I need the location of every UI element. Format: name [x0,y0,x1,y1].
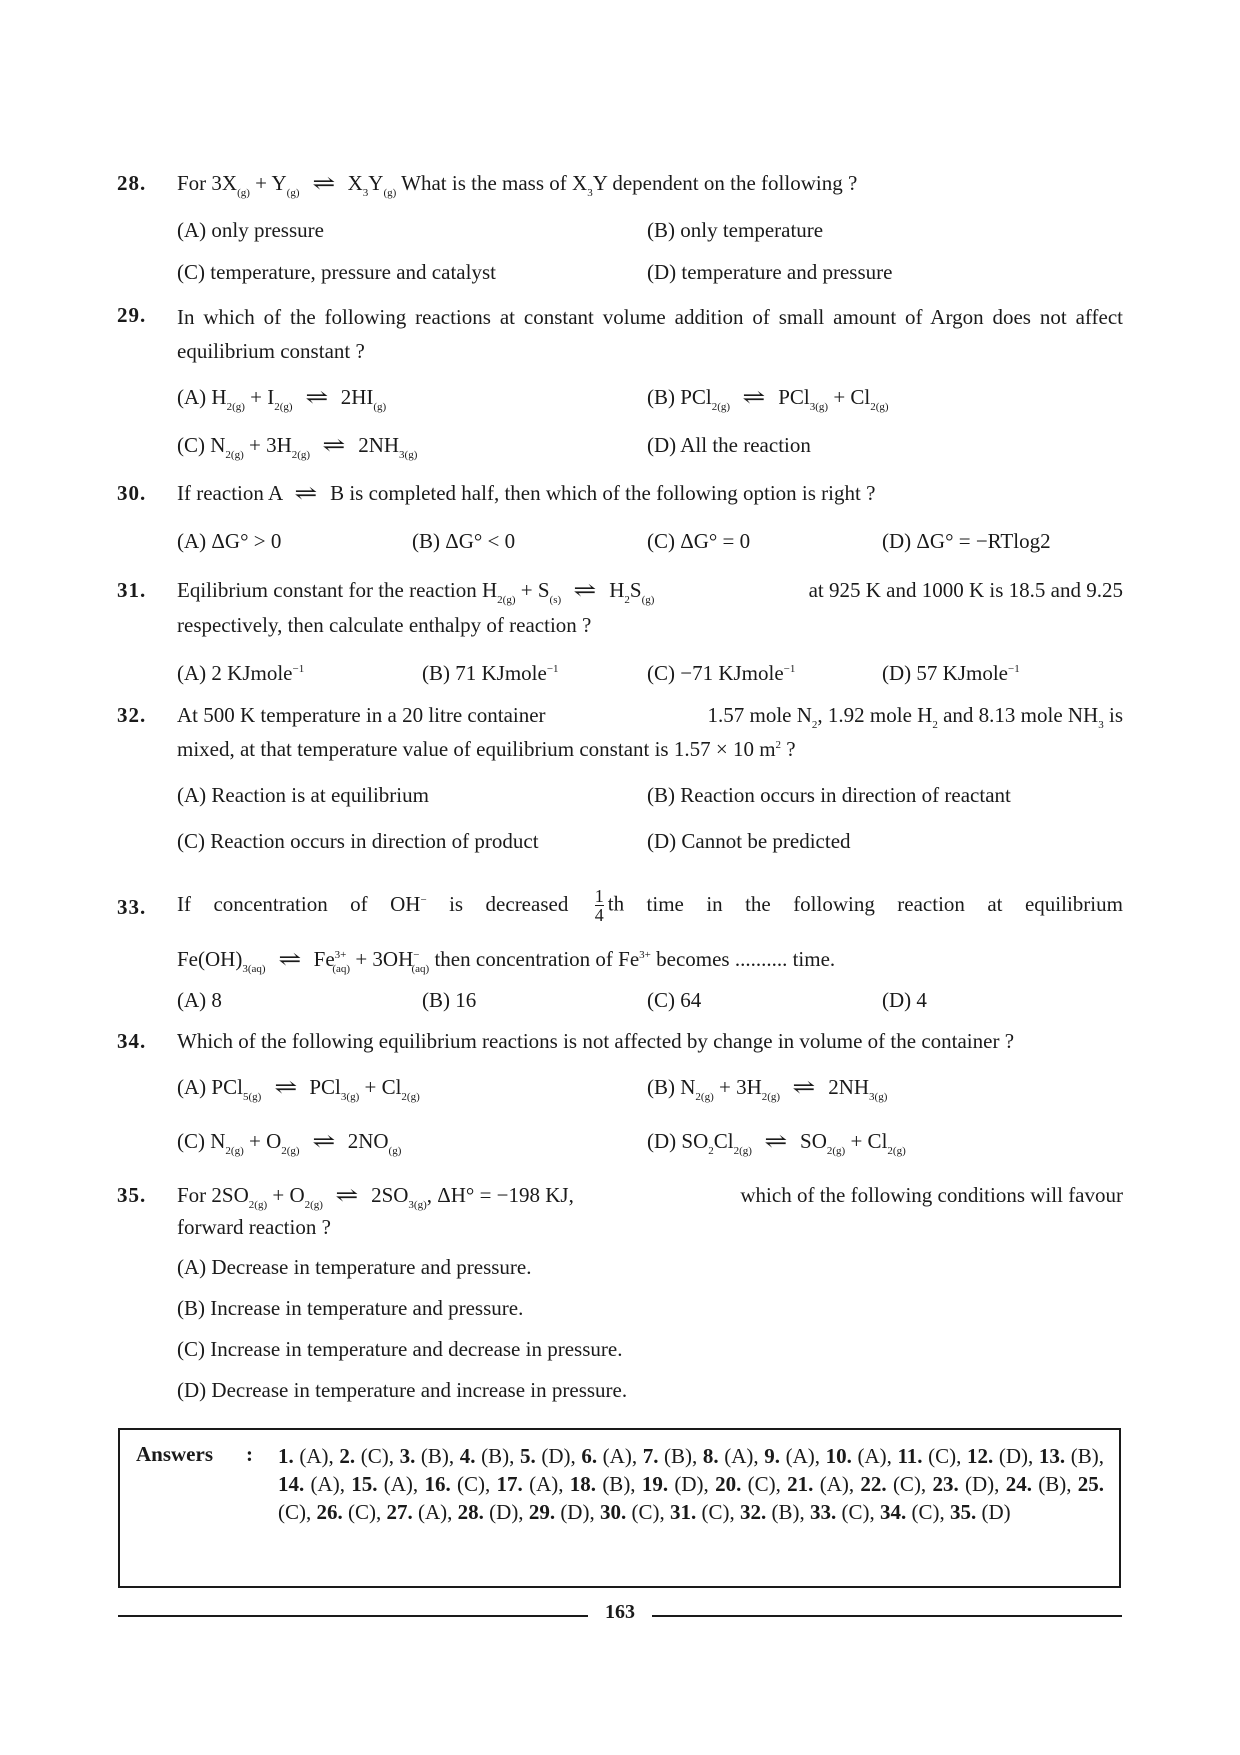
option-a: (A) 8 [177,988,222,1012]
option-d: (D) temperature and pressure [647,260,893,284]
option-b: (B) only temperature [647,218,824,242]
answer-item: 14. (A), [278,1472,352,1496]
question-text-line-2: forward reaction ? [177,1215,331,1239]
answer-item: 8. (A), [702,1444,765,1468]
page-number: 163 [605,1601,635,1623]
option-a: (A) PCl$_{5(g)}$ ⇌ $PCl_{3(g)} + Cl_{2(g)}$ [177,1075,420,1103]
answer-item: 11. (C), [897,1444,968,1468]
question-number: 34. [117,1029,147,1053]
option-d: (D) $SO_2Cl_{2(g)}$ ⇌ $SO_{2(g)} + Cl_{2(g)}$ [647,1129,906,1157]
answer-item: 27. (A), [386,1500,458,1524]
question-number: 35. [117,1183,147,1207]
fraction-one-fourth: $\frac{1}{4}$ [594,885,604,925]
question-number: 31. [117,578,147,602]
question-text: If reaction A ⇌ B is completed half, then which of the following option is right ? [177,481,876,505]
option-a: (A) Reaction is at equilibrium [177,783,429,807]
option-b: (B) PCl$_{2(g)}$ ⇌ $PCl_{3(g)} + Cl_{2(g)}$ [647,385,889,413]
option-c: (C) ΔG° = 0 [647,529,751,553]
answer-item: 17. (A), [496,1472,570,1496]
answer-item: 16. (C), [424,1472,497,1496]
answer-item: 33. (C), [809,1500,880,1524]
option-b: (B) 71 KJmole$^{-1}$ [422,661,559,685]
question-text-line-1: Eqilibrium constant for the reaction $H_{2(g)} + S_{(s)}$ ⇌ $H_2S_{(g)}$ at 925 K and 1000 K is 18.5 and 9.25 [177,578,1123,606]
option-d: (D) Cannot be predicted [647,829,851,853]
option-d: (D) Decrease in temperature and increase in pressure. [177,1378,628,1402]
answer-item: 10. (A), [825,1444,898,1468]
answer-item: 12. (D), [967,1444,1039,1468]
question-text: Which of the following equilibrium reactions is not affected by change in volume of the container ? [177,1029,1015,1053]
answer-item: 22. (C), [860,1472,933,1496]
question-text-line-2: mixed, at that temperature value of equilibrium constant is 1.57 × 10 $m^2$ ? [177,737,796,761]
question-number: 28. [117,171,147,195]
answer-item: 15. (A), [351,1472,425,1496]
option-d: (D) All the reaction [647,433,811,457]
option-a: (A) ΔG° > 0 [177,529,282,553]
option-d: (D) ΔG° = −RTlog2 [882,529,1051,553]
question-number: 30. [117,481,147,505]
answer-item: 7. (B), [642,1444,703,1468]
answers-list [278,1442,1104,1526]
option-c: (C) $N_{2(g)} + O_{2(g)}$ ⇌ $2NO_{(g)}$ [177,1129,402,1157]
answers-colon: : [246,1442,253,1466]
answers-label: Answers [136,1442,213,1466]
option-b: (B) ΔG° < 0 [412,529,516,553]
question-text-line-1: If concentration of OH− is decreased $\frac{1}{4}$ th time in the following reaction at equilibrium [177,885,1123,925]
answer-item: 2. (C), [339,1444,400,1468]
answer-item: 35. (D) [949,1500,1011,1524]
question-text: For $3X_{(g)} + Y_{(g)}$ ⇌ $X_3Y_{(g)}$ What is the mass of $X_3Y$ dependent on the following ? [177,171,858,199]
answer-item: 28. (D), [457,1500,529,1524]
option-a: (A) 2 KJmole$^{-1}$ [177,661,305,685]
answer-item: 6. (A), [581,1444,643,1468]
answer-item: 25. (C), [278,1472,1105,1524]
question-number: 33. [117,895,147,919]
option-a: (A) $H_{2(g)} + I_{2(g)}$ ⇌ $2HI_{(g)}$ [177,385,387,413]
footer-rule-left [118,1615,588,1617]
option-c: (C) 64 [647,988,702,1012]
option-a: (A) Decrease in temperature and pressure. [177,1255,532,1279]
option-d: (D) 57 KJmole$^{-1}$ [882,661,1020,685]
answer-item: 26. (C), [316,1500,387,1524]
question-text: In which of the following reactions at constant volume addition of small amount of Argon does not affect equilibrium constant ? [177,305,1123,363]
option-b: (B) 16 [422,988,477,1012]
answer-item: 13. (B), [1038,1444,1104,1468]
answer-item: 18. (B), [569,1472,642,1496]
question-text-line-2: $Fe(OH)_{3(aq)}$ ⇌ $Fe^{3+}_{(aq)} + 3OH^-_{(aq)}$ then concentration of $Fe^{3+}$ becomes .......... time. [177,947,836,975]
answer-item: 29. (D), [528,1500,600,1524]
option-b: (B) Reaction occurs in direction of reactant [647,783,1011,807]
answer-item: 20. (C), [715,1472,788,1496]
option-c: (C) Increase in temperature and decrease in pressure. [177,1337,623,1361]
question-text-line-1: At 500 K temperature in a 20 litre container 1.57 mole $N_2$, 1.92 mole $H_2$ and 8.13 mole $NH_3$ is [177,703,1123,731]
answer-item: 30. (C), [599,1500,670,1524]
answer-item: 34. (C), [879,1500,950,1524]
answer-item: 31. (C), [669,1500,740,1524]
option-c: (C) Reaction occurs in direction of product [177,829,539,853]
answers-box [118,1428,1121,1588]
answer-item: 9. (A), [764,1444,826,1468]
answer-item: 21. (A), [787,1472,861,1496]
option-c: (C) −71 KJmole$^{-1}$ [647,661,796,685]
answer-item: 1. (A), [278,1444,340,1468]
answer-item: 19. (D), [641,1472,716,1496]
answer-item: 24. (B), [1005,1472,1078,1496]
footer-rule-right [652,1615,1122,1617]
question-number: 32. [117,703,147,727]
option-c: (C) $N_{2(g)} + 3H_{2(g)}$ ⇌ $2NH_{3(g)}$ [177,433,418,461]
option-b: (B) $N_{2(g)} + 3H_{2(g)}$ ⇌ $2NH_{3(g)}$ [647,1075,888,1103]
answer-item: 5. (D), [519,1444,582,1468]
option-c: (C) temperature, pressure and catalyst [177,260,496,284]
answer-item: 23. (D), [932,1472,1006,1496]
option-d: (D) 4 [882,988,927,1012]
option-a: (A) only pressure [177,218,324,242]
answer-item: 3. (B), [399,1444,460,1468]
answer-item: 32. (B), [739,1500,810,1524]
option-b: (B) Increase in temperature and pressure. [177,1296,524,1320]
question-text-line-2: respectively, then calculate enthalpy of reaction ? [177,613,592,637]
question-text-line-1: For $2SO_{2(g)} + O_{2(g)}$ ⇌ $2SO_{3(g)}$, ΔH° = −198 KJ, which of the following conditions will favour [177,1183,1123,1211]
answer-item: 4. (B), [459,1444,520,1468]
question-number: 29. [117,303,147,327]
